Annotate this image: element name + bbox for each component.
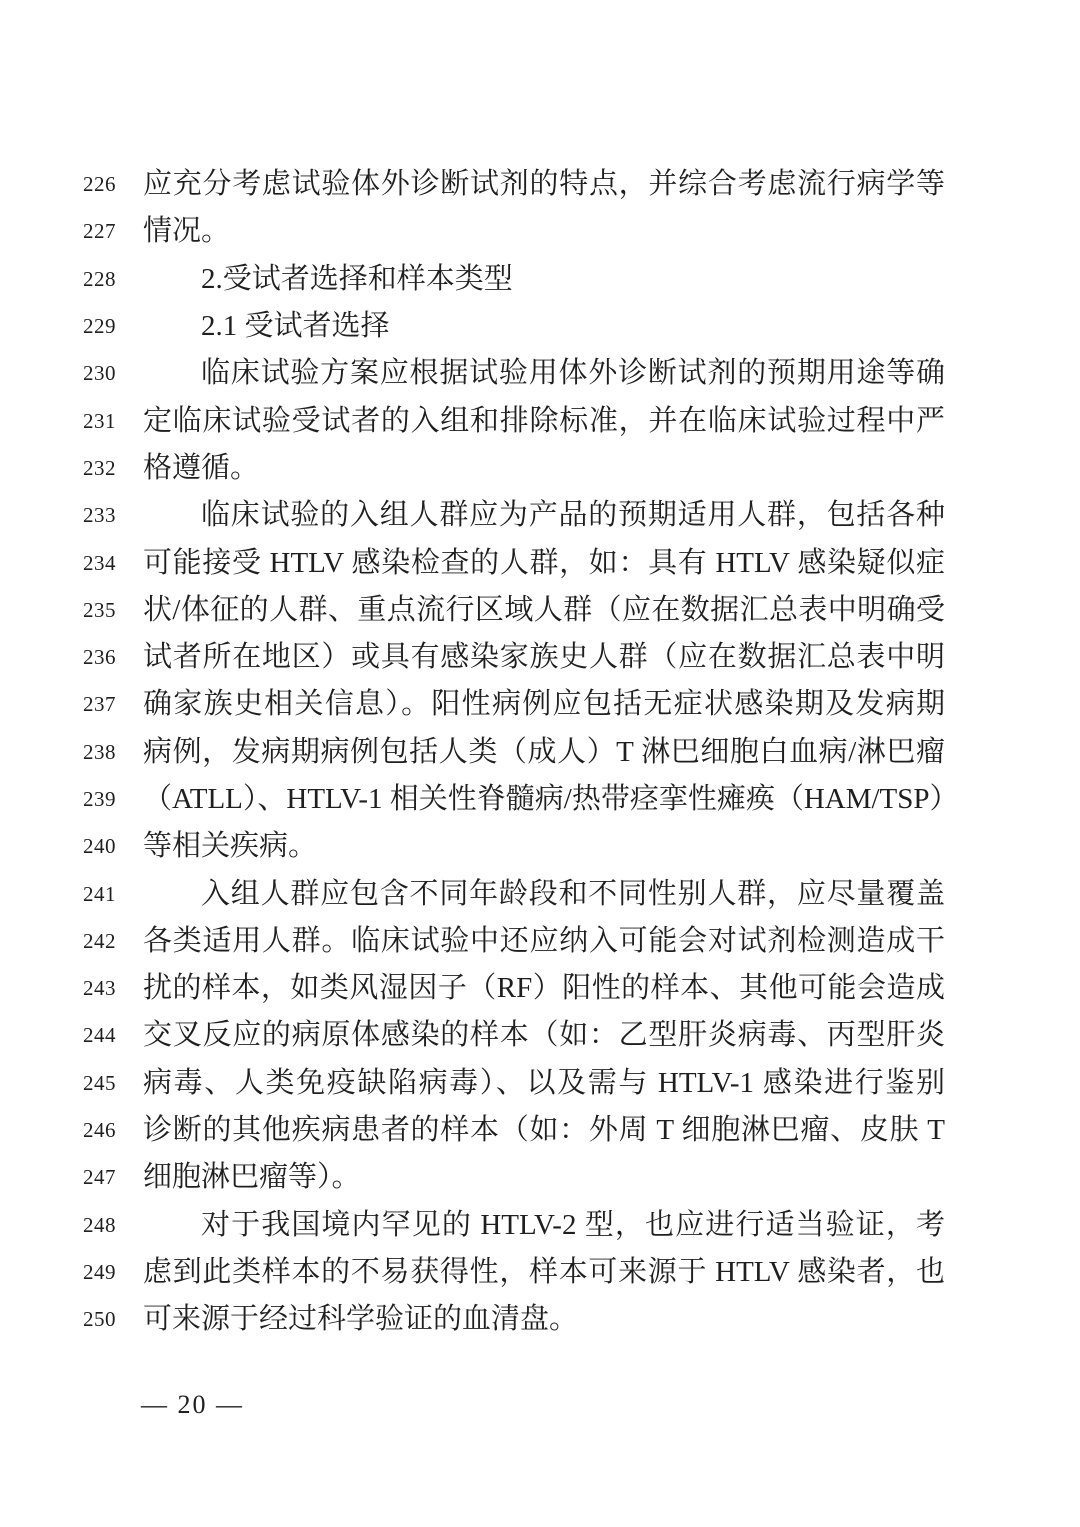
line-text: 情况。 (143, 215, 231, 248)
document-line (83, 445, 945, 492)
document-line (83, 1249, 945, 1296)
document-line (83, 1107, 945, 1154)
line-number: 239 (83, 787, 116, 811)
line-number: 241 (83, 881, 116, 906)
document-line (83, 1012, 945, 1059)
document-line (83, 161, 945, 208)
line-number: 242 (83, 928, 116, 953)
document-line (83, 634, 945, 681)
document-line (83, 492, 945, 539)
line-number: 246 (83, 1118, 116, 1143)
page-number: — 20 — (141, 1390, 244, 1419)
line-text: 格遵循。 (143, 451, 260, 484)
line-text: 状/体征的人群、重点流行区域人群（应在数据汇总表中明确受 (143, 593, 945, 626)
line-text: 2.1 受试者选择 (201, 310, 390, 343)
line-number: 236 (83, 645, 116, 670)
line-text: 病例，发病期病例包括人类（成人）T 淋巴细胞白血病/淋巴瘤 (143, 735, 945, 768)
line-number: 247 (83, 1165, 116, 1190)
line-number: 228 (83, 266, 116, 291)
line-text: 应充分考虑试验体外诊断试剂的特点，并综合考虑流行病学等 (143, 168, 945, 201)
line-number: 230 (83, 361, 116, 386)
document-line (83, 681, 945, 728)
document-line (83, 539, 945, 586)
document-line (83, 729, 945, 776)
line-text: 可来源于经过科学验证的血清盘。 (143, 1303, 579, 1336)
line-text: 定临床试验受试者的入组和排除标准，并在临床试验过程中严 (143, 404, 945, 437)
document-line (83, 303, 945, 350)
line-text: 临床试验方案应根据试验用体外诊断试剂的预期用途等确 (201, 357, 945, 390)
line-number: 244 (83, 1023, 116, 1048)
line-text: 交叉反应的病原体感染的样本（如：乙型肝炎病毒、丙型肝炎 (143, 1019, 945, 1052)
line-text: （ATLL）、HTLV-1 相关性脊髓病/热带痉挛性瘫痪（HAM/TSP） (143, 783, 959, 815)
line-text: 试者所在地区）或具有感染家族史人群（应在数据汇总表中明 (143, 641, 945, 674)
document-line (83, 776, 959, 823)
document-line (83, 870, 945, 917)
line-number: 226 (83, 172, 116, 197)
line-number: 238 (83, 739, 116, 764)
line-number: 240 (83, 834, 116, 859)
document-line (83, 1202, 945, 1249)
line-text: 扰的样本，如类风湿因子（RF）阳性的样本、其他可能会造成 (143, 972, 945, 1005)
line-text: 确家族史相关信息）。阳性病例应包括无症状感染期及发病期 (143, 688, 945, 721)
document-body (83, 161, 959, 1343)
line-text: 等相关疾病。 (143, 830, 318, 863)
line-number: 243 (83, 976, 116, 1001)
line-text: 诊断的其他疾病患者的样本（如：外周 T 细胞淋巴瘤、皮肤 T (143, 1114, 945, 1147)
line-number: 245 (83, 1070, 116, 1095)
line-number: 229 (83, 314, 116, 339)
document-line (83, 1154, 945, 1201)
line-text: 2.受试者选择和样本类型 (201, 262, 513, 295)
line-text: 临床试验的入组人群应为产品的预期适用人群，包括各种 (201, 499, 945, 532)
document-line (83, 1296, 945, 1343)
line-number: 232 (83, 455, 116, 480)
line-text: 可能接受 HTLV 感染检查的人群，如：具有 HTLV 感染疑似症 (143, 546, 945, 579)
line-text: 病毒、人类免疫缺陷病毒）、以及需与 HTLV-1 感染进行鉴别 (143, 1066, 945, 1099)
line-number: 231 (83, 408, 116, 433)
line-number: 248 (83, 1212, 116, 1237)
document-line (83, 256, 945, 303)
document-line (83, 350, 945, 397)
document-line (83, 918, 945, 965)
line-number: 250 (83, 1307, 116, 1332)
document-line (83, 397, 945, 444)
line-number: 233 (83, 503, 116, 528)
document-line (83, 965, 945, 1012)
line-number: 249 (83, 1259, 116, 1284)
document-line (83, 587, 945, 634)
line-number: 234 (83, 550, 116, 575)
line-text: 各类适用人群。临床试验中还应纳入可能会对试剂检测造成干 (143, 924, 945, 957)
document-line (83, 1060, 945, 1107)
document-line (83, 823, 945, 870)
line-number: 237 (83, 692, 116, 717)
line-text: 虑到此类样本的不易获得性，样本可来源于 HTLV 感染者，也 (143, 1255, 945, 1288)
document-line (83, 208, 945, 255)
line-number: 227 (83, 219, 116, 244)
line-text: 对于我国境内罕见的 HTLV-2 型，也应进行适当验证，考 (201, 1208, 945, 1241)
line-number: 235 (83, 597, 116, 622)
line-text: 入组人群应包含不同年龄段和不同性别人群，应尽量覆盖 (201, 877, 945, 910)
line-text: 细胞淋巴瘤等）。 (143, 1161, 361, 1194)
